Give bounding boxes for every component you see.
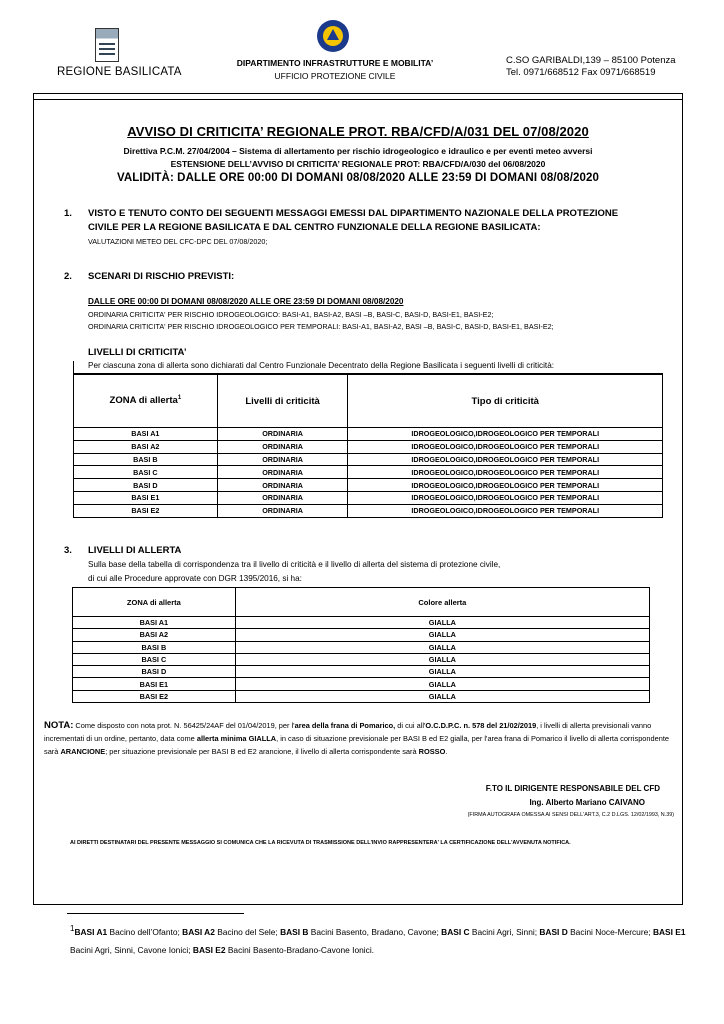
footnote-zone: BASI A1 — [74, 926, 108, 937]
footnote: $^1$BASI A1 Bacino dell’Ofanto; BASI A2 Bacino del Sele; BASI B Bacini Basento, Bradano, Cavone; BASI C Bacini Agri, Sinni; BASI D Bacini Noce-Mercure; BASI E1 Bacini Agri, Sinni, Cavone Ionici; BASI E2 Bacini Basento-Bradano-Cavone Ionici. — [70, 924, 686, 955]
criticality-table-header — [74, 375, 663, 428]
table-row — [73, 653, 650, 665]
level-cell: ORDINARIA — [217, 491, 348, 504]
zone-cell: BASI E2 — [74, 504, 218, 517]
table-row — [74, 466, 663, 479]
table-row — [74, 453, 663, 466]
address: C.SO GARIBALDI,139 – 85100 Potenza — [506, 55, 676, 66]
level-cell: ORDINARIA — [217, 504, 348, 517]
color-cell: GIALLA — [235, 666, 649, 678]
signature-name: Ing. Alberto Mariano CAIVANO — [529, 798, 645, 807]
type-cell: IDROGEOLOGICO,IDROGEOLOGICO PER TEMPORALI — [348, 491, 663, 504]
color-cell: GIALLA — [235, 678, 649, 690]
color-cell: GIALLA — [235, 617, 649, 629]
section1-text: VALUTAZIONI METEO DEL CFC-DPC DEL 07/08/2020; — [88, 237, 268, 246]
alert-table-header — [73, 588, 650, 617]
protezione-civile-logo — [317, 20, 349, 52]
signature-note: (FIRMA AUTOGRAFA OMESSA AI SENSI DELL'ART.3, C.2 D.LGS. 12/02/1993, N.39) — [467, 812, 674, 818]
section2-number: 2. — [64, 271, 72, 282]
type-cell: IDROGEOLOGICO,IDROGEOLOGICO PER TEMPORALI — [348, 504, 663, 517]
zone-cell: BASI A1 — [73, 617, 236, 629]
type-cell: IDROGEOLOGICO,IDROGEOLOGICO PER TEMPORALI — [348, 453, 663, 466]
section3-intro-line1: Sulla base della tabella di corrispondenza tra il livello di criticità e il livello di allerta del sistema di protezione civile, — [88, 560, 501, 569]
section2-scenario-1: ORDINARIA CRITICITA' PER RISCHIO IDROGEOLOGICO: BASI-A1, BASI-A2, BASI –B, BASI-C, BASI-D, BASI-E1, BASI-E2; — [88, 310, 494, 319]
color-cell: GIALLA — [235, 690, 649, 702]
section1-heading-line1: VISTO E TENUTO CONTO DEI SEGUENTI MESSAGGI EMESSI DAL DIPARTIMENTO NAZIONALE DELLA PROTEZIONE — [88, 208, 619, 219]
table-row — [74, 440, 663, 453]
phone-fax: Tel. 0971/668512 Fax 0971/668519 — [506, 67, 656, 78]
validity-line: VALIDITÀ: DALLE ORE 00:00 DI DOMANI 08/08/2020 ALLE 23:59 DI DOMANI 08/08/2020 — [116, 172, 599, 184]
footnote-desc: Bacino dell’Ofanto; — [107, 926, 183, 937]
table-row — [73, 617, 650, 629]
type-cell: IDROGEOLOGICO,IDROGEOLOGICO PER TEMPORALI — [348, 440, 663, 453]
levels-intro: Per ciascuna zona di allerta sono dichiarati dal Centro Funzionale Decentrato della Regione Basilicata i seguenti livelli di criticità: — [88, 361, 555, 370]
frame-inner-rule — [33, 99, 683, 100]
color-cell: GIALLA — [235, 653, 649, 665]
footnote-zone: BASI B — [280, 926, 309, 937]
zone-cell: BASI A2 — [74, 440, 218, 453]
levels-heading: LIVELLI DI CRITICITA’ — [88, 347, 187, 358]
regione-basilicata-logo — [95, 28, 119, 62]
section3-intro-line2: di cui alle Procedure approvate con DGR 1395/2016, si ha: — [88, 574, 302, 583]
zone-cell: BASI E2 — [73, 690, 236, 702]
table-row — [74, 504, 663, 517]
col-color-header: Colore allerta — [235, 588, 649, 617]
col-type-header: Tipo di criticità — [348, 375, 663, 428]
level-cell: ORDINARIA — [217, 428, 348, 441]
footnote-zone: BASI E1 — [652, 926, 686, 937]
level-cell: ORDINARIA — [217, 479, 348, 492]
col-zone-header: ZONA di allerta$^1$ — [74, 375, 218, 428]
directive-line: Direttiva P.C.M. 27/04/2004 – Sistema di allertamento per rischio idrogeologico e idraulico e per eventi meteo avversi — [123, 146, 593, 156]
footnote-desc: Bacini Noce-Mercure; — [567, 926, 653, 937]
footnote-zone: BASI E2 — [192, 944, 226, 955]
footnote-desc: Bacini Agri, Sinni; — [469, 926, 540, 937]
footnote-zone: BASI C — [441, 926, 470, 937]
zone-cell: BASI D — [73, 666, 236, 678]
zone-cell: BASI C — [73, 653, 236, 665]
zone-cell: BASI D — [74, 479, 218, 492]
footnote-separator — [67, 913, 244, 914]
zone-cell: BASI B — [73, 641, 236, 653]
zone-cell: BASI C — [74, 466, 218, 479]
nota-label: NOTA: — [44, 720, 74, 731]
section3-number: 3. — [64, 545, 72, 556]
table-row — [73, 666, 650, 678]
table-row — [73, 678, 650, 690]
alert-table — [72, 587, 650, 703]
footnote-desc: Bacini Basento-Bradano-Cavone Ionici. — [225, 944, 375, 955]
department-name: DIPARTIMENTO INFRASTRUTTURE E MOBILITA’ — [236, 58, 434, 68]
section2-heading: SCENARI DI RISCHIO PREVISTI: — [88, 271, 235, 282]
footnote-desc: Bacini Agri, Sinni, Cavone Ionici; — [70, 944, 193, 955]
col-level-header: Livelli di criticità — [217, 375, 348, 428]
footnote-desc: Bacini Basento, Bradano, Cavone; — [308, 926, 442, 937]
extension-line: ESTENSIONE DELL’AVVISO DI CRITICITA’ REGIONALE PROT: RBA/CFD/A/030 del 06/08/2020 — [170, 159, 546, 169]
section1-heading-line2: CIVILE PER LA REGIONE BASILICATA E DAL CENTRO FUNZIONALE DELLA REGIONE BASILICATA: — [88, 222, 541, 233]
footnote-zone: BASI D — [539, 926, 568, 937]
type-cell: IDROGEOLOGICO,IDROGEOLOGICO PER TEMPORALI — [348, 466, 663, 479]
level-cell: ORDINARIA — [217, 440, 348, 453]
table-row — [73, 690, 650, 702]
color-cell: GIALLA — [235, 641, 649, 653]
table-row — [73, 641, 650, 653]
zone-cell: BASI E1 — [73, 678, 236, 690]
recipients-note: AI DIRETTI DESTINATARI DEL PRESENTE MESSAGGIO SI COMUNICA CHE LA RICEVUTA DI TRASMISSIONE DELL'INVIO RAPPRESENTERA' LA CERTIFICAZIONE DELL'AVVENUTA NOTIFICA. — [70, 840, 571, 846]
type-cell: IDROGEOLOGICO,IDROGEOLOGICO PER TEMPORALI — [348, 428, 663, 441]
col-zone-header: ZONA di allerta — [73, 588, 236, 617]
table-row — [74, 479, 663, 492]
color-cell: GIALLA — [235, 629, 649, 641]
level-cell: ORDINARIA — [217, 466, 348, 479]
nota-paragraph: NOTA: Come disposto con nota prot. N. 56425/24AF del 01/04/2019, per l'area della frana di Pomarico, di cui all'O.C.D.P.C. n. 578 del 21/02/2019, i livelli di allerta previsionali vanno incrementati di un ordine, pertanto, data come allerta minima GIALLA, in caso di situazione previsionale per BASI B ed E2 gialla, per l'area frana di Pomarico il livello di allerta corrispondente sarà ARANCIONE; per situazione previsionale per BASI B ed E2 arancione, il livello di allerta corrispondente sarà ROSSO. — [44, 720, 670, 756]
office-name: UFFICIO PROTEZIONE CIVILE — [274, 71, 396, 81]
section2-period: DALLE ORE 00:00 DI DOMANI 08/08/2020 ALLE ORE 23:59 DI DOMANI 08/08/2020 — [88, 297, 404, 306]
zone-cell: BASI E1 — [74, 491, 218, 504]
footnote-zone: BASI A2 — [182, 926, 215, 937]
zone-cell: BASI A1 — [74, 428, 218, 441]
footnote-ref: 1 — [177, 395, 182, 402]
document-title: AVVISO DI CRITICITA’ REGIONALE PROT. RBA/CFD/A/031 DEL 07/08/2020 — [127, 124, 589, 139]
region-name: REGIONE BASILICATA — [57, 66, 182, 78]
zone-cell: BASI A2 — [73, 629, 236, 641]
zone-cell: BASI B — [74, 453, 218, 466]
level-cell: ORDINARIA — [217, 453, 348, 466]
type-cell: IDROGEOLOGICO,IDROGEOLOGICO PER TEMPORALI — [348, 479, 663, 492]
signature-title: F.TO IL DIRIGENTE RESPONSABILE DEL CFD — [485, 784, 660, 793]
section3-heading: LIVELLI DI ALLERTA — [88, 545, 182, 556]
levels-intro-box — [73, 361, 663, 374]
table-row — [73, 629, 650, 641]
section2-scenario-2: ORDINARIA CRITICITA' PER RISCHIO IDROGEOLOGICO PER TEMPORALI: BASI-A1, BASI-A2, BASI –B, BASI-C, BASI-D, BASI-E1, BASI-E2; — [88, 322, 554, 331]
criticality-table — [73, 374, 663, 518]
table-row — [74, 428, 663, 441]
section1-number: 1. — [64, 208, 72, 219]
table-row — [74, 491, 663, 504]
footnote-desc: Bacino del Sele; — [214, 926, 281, 937]
